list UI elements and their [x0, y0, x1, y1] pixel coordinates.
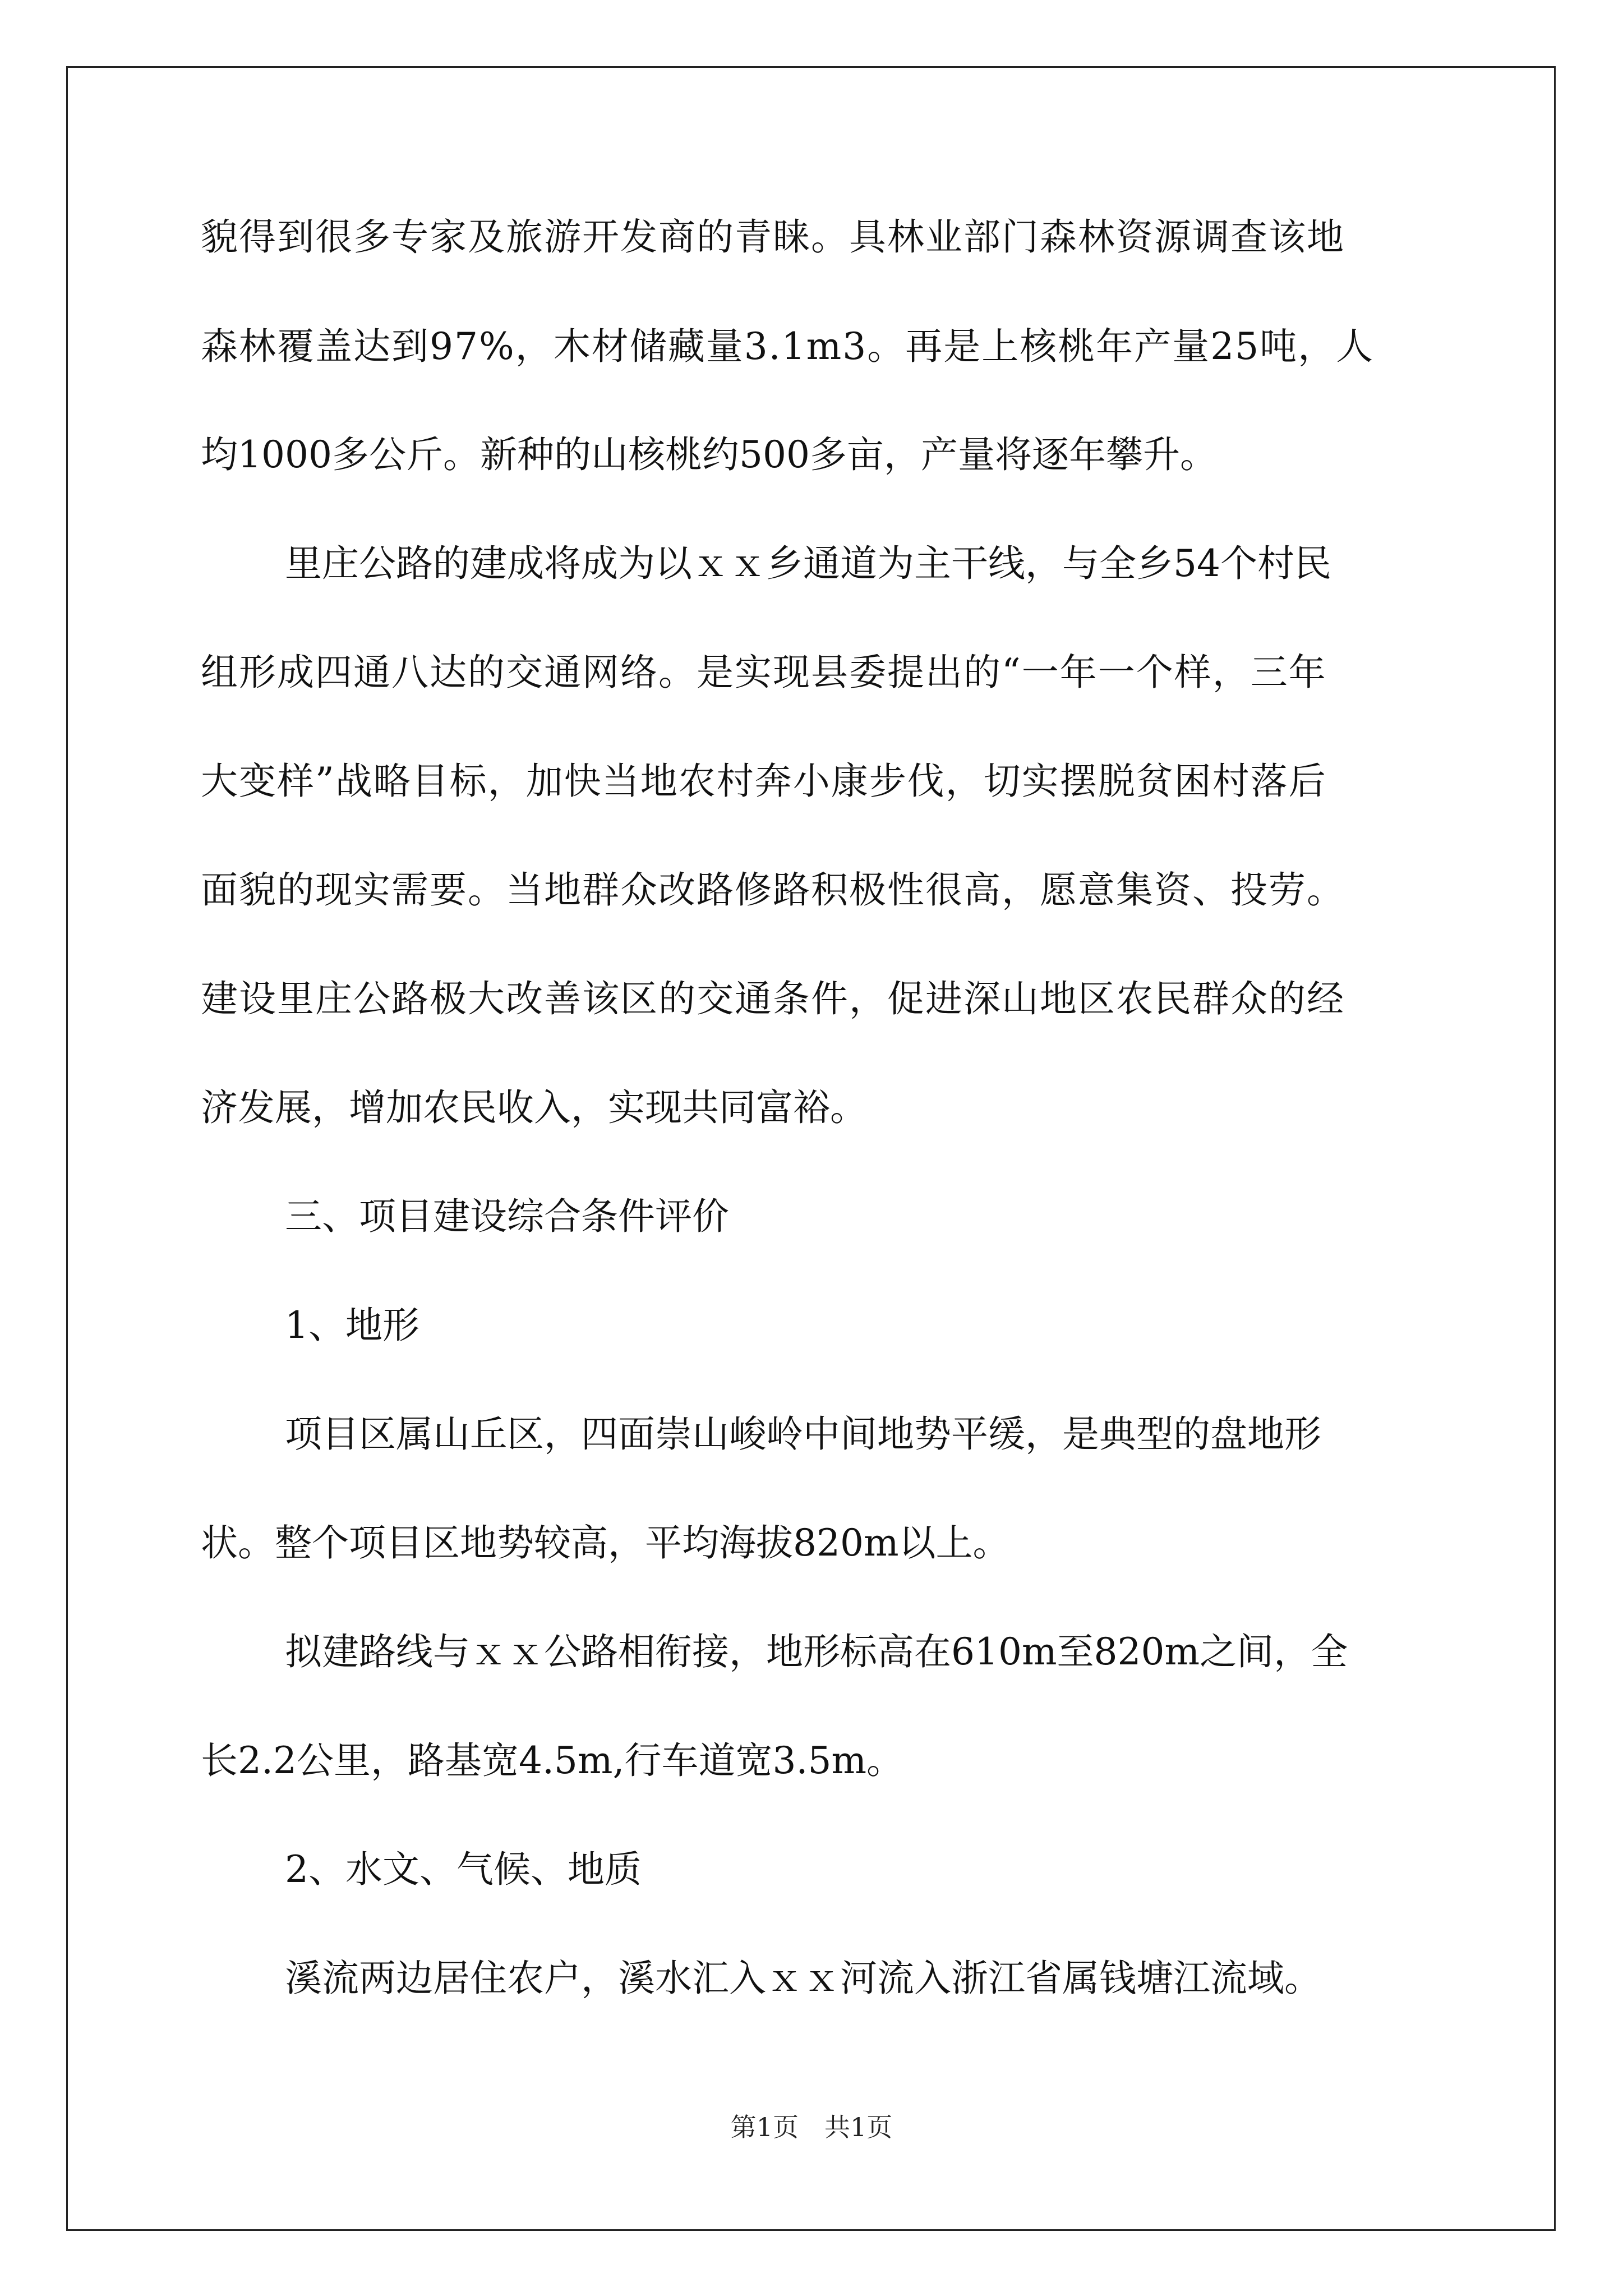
text-line: 大变样”战略目标，加快当地农村奔小康步伐，切实摆脱贫困村落后	[201, 760, 1327, 803]
subsection-heading: 2、水文、气候、地质	[285, 1848, 642, 1891]
text-line: 里庄公路的建成将成为以ｘｘ乡通道为主干线，与全乡54个村民	[285, 542, 1331, 585]
text-line: 建设里庄公路极大改善该区的交通条件，促进深山地区农民群众的经	[201, 977, 1345, 1020]
text-line: 组形成四通八达的交通网络。是实现县委提出的“一年一个样，三年	[201, 651, 1327, 694]
text-line: 济发展，增加农民收入，实现共同富裕。	[201, 1086, 867, 1129]
subsection-heading: 1、地形	[285, 1304, 419, 1347]
text-line: 状。整个项目区地势较高，平均海拔820m以上。	[201, 1521, 1010, 1565]
text-line: 貌得到很多专家及旅游开发商的青睐。具林业部门森林资源调查该地	[201, 215, 1345, 259]
text-line: 长2.2公里，路基宽4.5m,行车道宽3.5m。	[201, 1739, 904, 1782]
text-line: 森林覆盖达到97%，木材储藏量3.1m3。再是上核桃年产量25吨，人	[201, 325, 1375, 368]
page-number: 第1页 共1页	[730, 2112, 893, 2142]
section-heading: 三、项目建设综合条件评价	[285, 1195, 729, 1238]
text-line: 拟建路线与ｘｘ公路相衔接，地形标高在610m至820m之间，全	[285, 1630, 1348, 1673]
text-line: 项目区属山丘区，四面崇山峻岭中间地势平缓，是典型的盘地形	[285, 1412, 1321, 1456]
page-border	[66, 66, 1556, 2231]
text-line: 溪流两边居住农户，溪水汇入ｘｘ河流入浙江省属钱塘江流域。	[285, 1957, 1321, 2000]
text-line: 面貌的现实需要。当地群众改路修路积极性很高，愿意集资、投劳。	[201, 868, 1345, 912]
text-line: 均1000多公斤。新种的山核桃约500多亩，产量将逐年攀升。	[201, 433, 1217, 476]
